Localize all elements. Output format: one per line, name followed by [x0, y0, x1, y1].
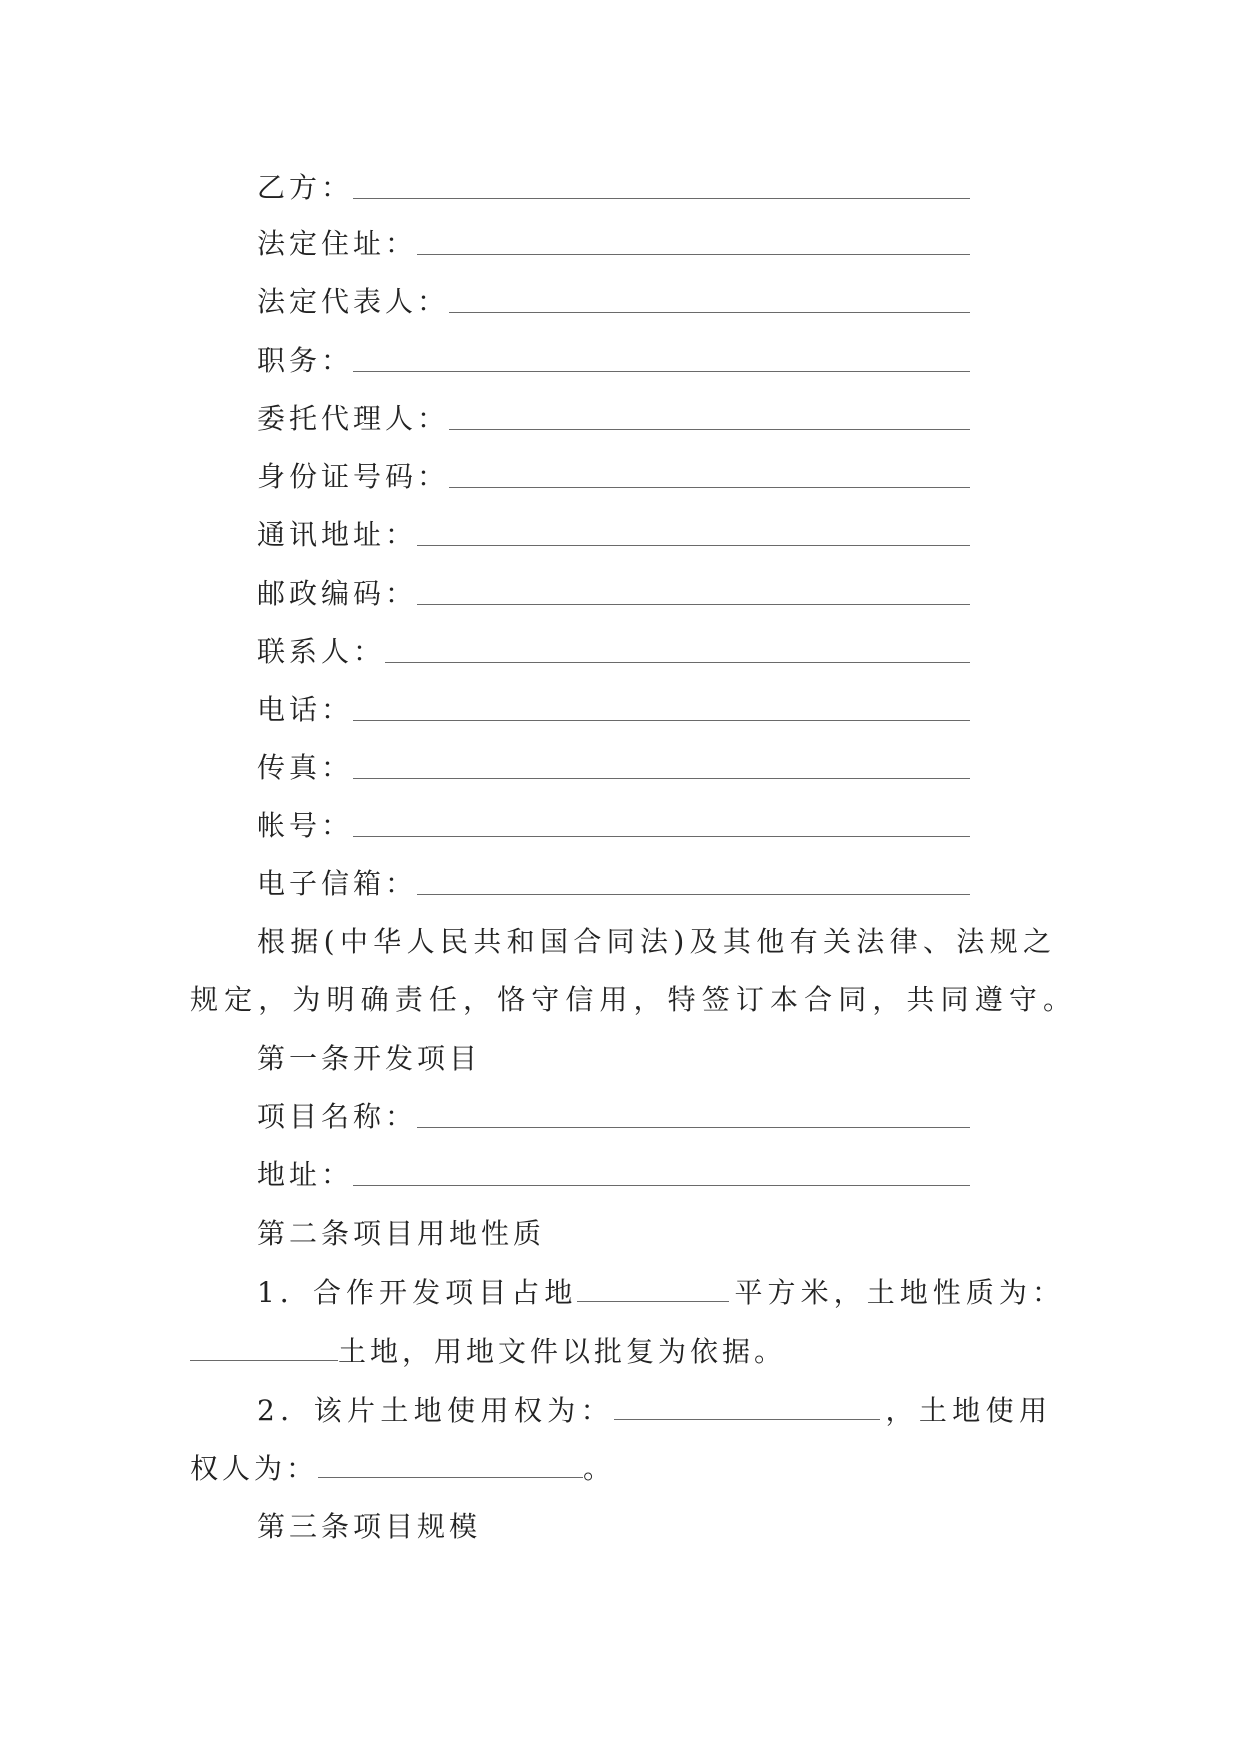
blank-line	[417, 1127, 970, 1128]
blank-line	[417, 545, 970, 546]
field-label: 传真：	[257, 751, 354, 784]
clause-text: 土地，用地文件以批复为依据。	[338, 1335, 787, 1368]
blank-line	[190, 1360, 338, 1361]
blank-line	[417, 254, 970, 255]
blank-line	[353, 371, 970, 372]
field-label: 法定代表人：	[257, 285, 450, 318]
blank-line	[353, 778, 970, 779]
field-label: 职务：	[257, 344, 354, 377]
field-row-position	[257, 341, 970, 381]
blank-line	[449, 487, 970, 488]
clause-text: ，土地使用	[880, 1394, 1047, 1427]
field-row-legal-representative	[257, 282, 970, 322]
clause-1-line-2	[190, 1332, 786, 1372]
field-row-project-name	[257, 1097, 970, 1137]
preamble-line-1: 根据(中华人民共和国合同法)及其他有关法律、法规之	[257, 925, 1051, 958]
blank-line	[449, 312, 970, 313]
field-label: 联系人：	[257, 635, 386, 668]
field-label: 通讯地址：	[257, 518, 418, 551]
clause-text: 权人为：	[190, 1452, 319, 1485]
field-row-phone	[257, 690, 970, 730]
blank-line	[449, 429, 970, 430]
field-row-party-b	[257, 168, 970, 208]
field-row-contact	[257, 632, 970, 672]
field-label: 乙方：	[257, 171, 354, 204]
clause-1-line-1	[257, 1273, 1060, 1313]
field-label: 电子信箱：	[257, 867, 418, 900]
clause-text: 合作开发项目占地	[312, 1276, 578, 1309]
field-row-fax	[257, 748, 970, 788]
article-1-title: 第一条开发项目	[257, 1042, 482, 1075]
field-row-legal-address	[257, 224, 970, 264]
field-row-project-address	[257, 1155, 970, 1195]
field-label: 项目名称：	[257, 1100, 418, 1133]
field-label: 身份证号码：	[257, 460, 450, 493]
article-3-title: 第三条项目规模	[257, 1510, 482, 1543]
field-label: 委托代理人：	[257, 402, 450, 435]
clause-text: 。	[583, 1452, 616, 1485]
field-row-id-number	[257, 457, 970, 497]
clause-number: 1．	[257, 1276, 313, 1309]
field-row-agent	[257, 399, 970, 439]
clause-2-line-1	[257, 1391, 1047, 1431]
field-label: 电话：	[257, 693, 354, 726]
field-label: 法定住址：	[257, 227, 418, 260]
field-row-mailing-address	[257, 515, 970, 555]
field-label: 帐号：	[257, 809, 354, 842]
blank-line	[353, 720, 970, 721]
article-2-title: 第二条项目用地性质	[257, 1217, 546, 1250]
blank-line	[417, 894, 970, 895]
field-row-postal-code	[257, 574, 970, 614]
field-row-email	[257, 864, 970, 904]
clause-2-line-2	[190, 1449, 615, 1489]
clause-text: 该片土地使用权为：	[313, 1394, 615, 1427]
blank-line	[353, 1185, 970, 1186]
field-row-account	[257, 806, 970, 846]
field-label: 邮政编码：	[257, 577, 418, 610]
clause-text: 平方米，土地性质为：	[729, 1276, 1060, 1309]
clause-number: 2．	[257, 1394, 314, 1427]
blank-line	[577, 1301, 729, 1302]
blank-line	[353, 836, 970, 837]
blank-line	[614, 1419, 880, 1420]
blank-line	[353, 198, 970, 199]
blank-line	[385, 662, 970, 663]
blank-line	[417, 604, 970, 605]
preamble-line-2: 规定，为明确责任，恪守信用，特签订本合同，共同遵守。	[190, 983, 1071, 1016]
blank-line	[318, 1477, 583, 1478]
field-label: 地址：	[257, 1158, 354, 1191]
